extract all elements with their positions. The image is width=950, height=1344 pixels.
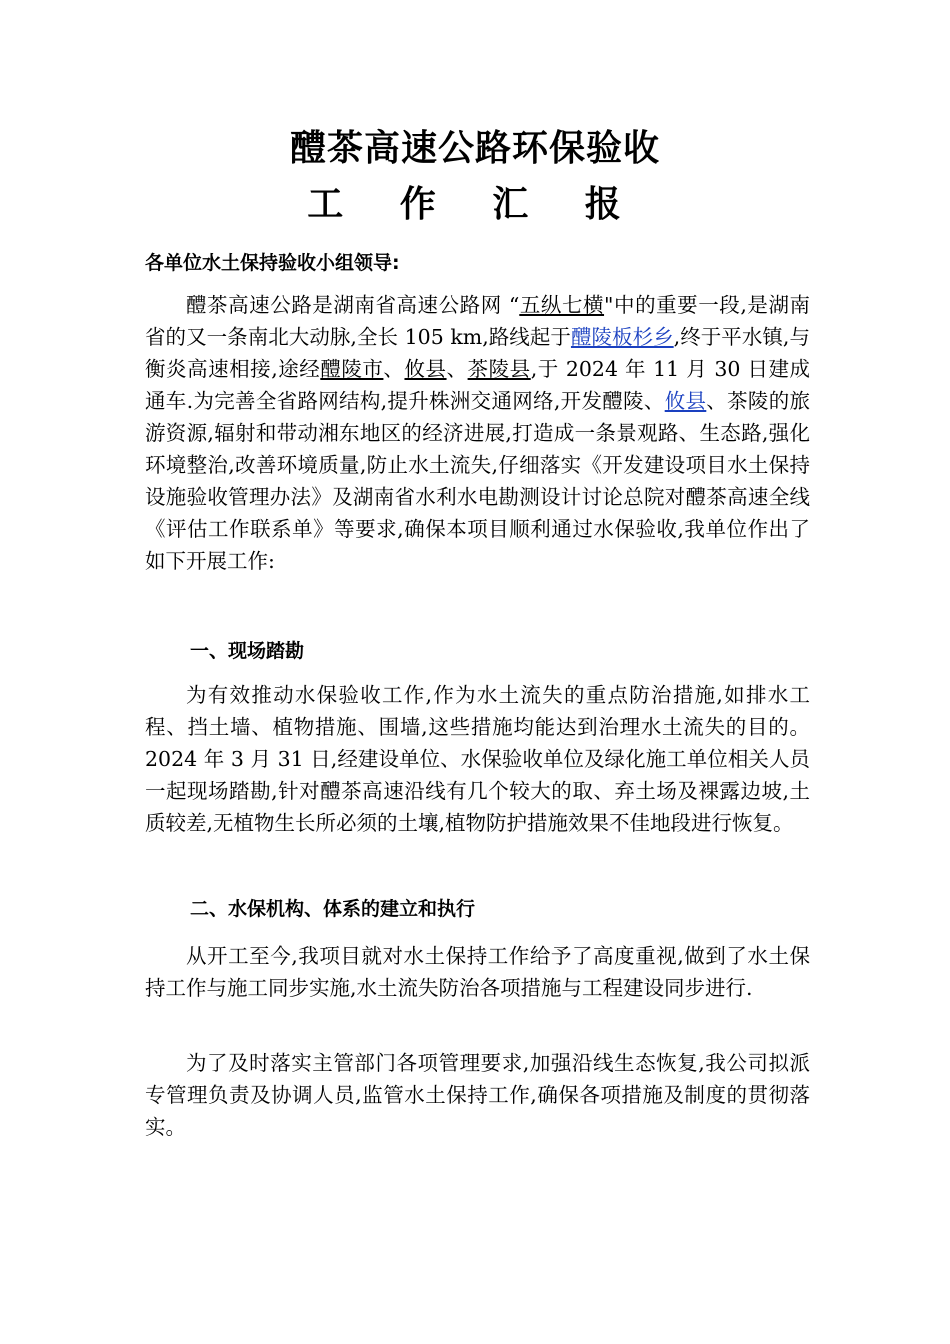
text-run: 、 — [383, 357, 405, 381]
link-liling-banshan[interactable]: 醴陵板杉乡 — [570, 325, 674, 349]
underlined-term-chaling: 茶陵县 — [467, 357, 531, 381]
section-heading-organization: 二、水保机构、体系的建立和执行 — [190, 898, 476, 920]
section-heading-site-survey: 一、现场踏勘 — [190, 640, 305, 662]
underlined-term-liling-city: 醴陵市 — [320, 357, 384, 381]
organization-paragraph-2: 为了及时落实主管部门各项管理要求,加强沿线生态恢复,我公司拟派专管理负责及协调人员,监管水土保持工作,确保各项措施及制度的贯彻落实。 — [145, 1051, 810, 1139]
text-run: ,终于平水镇,与衡炎高速相接,途经 — [145, 325, 810, 381]
text-run: 、 — [446, 357, 468, 381]
document-title: 醴茶高速公路环保验收 — [289, 128, 660, 169]
organization-paragraph-1: 从开工至今,我项目就对水土保持工作给予了高度重视,做到了水土保持工作与施工同步实施,水土流失防治各项措施与工程建设同步进行. — [145, 944, 810, 1000]
text-run: ,于 2024 年 11 月 30 日建成通车.为完善全省路网结构,提升株洲交通网络,开发醴陵、 — [145, 357, 811, 413]
salutation: 各单位水土保持验收小组领导: — [145, 252, 400, 274]
document-subtitle: 工 作 汇 报 — [307, 184, 643, 225]
underlined-term-youxian: 攸县 — [404, 357, 447, 381]
intro-paragraph — [145, 289, 810, 577]
site-survey-paragraph: 为有效推动水保验收工作,作为水土流失的重点防治措施,如排水工程、挡土墙、植物措施、围墙,这些措施均能达到治理水土流失的目的。2024 年 3 月 31 日,经建设单位、水保验收单位及绿化施工单位相关人员一起现场踏勘,针对醴茶高速沿线有几个较大的取、弃土场及裸露边坡,土质较差,无植物生长所必须的土壤,植物防护措施效果不佳地段进行恢复。 — [145, 683, 810, 835]
underlined-term-wuzong-qiheng: 五纵七横 — [519, 293, 605, 317]
text-run: 醴茶高速公路是湖南省高速公路网 “ — [186, 293, 520, 317]
link-youxian[interactable]: 攸县 — [664, 389, 707, 413]
text-run: "中的重要一段,是湖南省的又一条南北大动脉,全长 105 km,路线起于 — [145, 293, 810, 349]
text-run: 、茶陵的旅游资源,辐射和带动湘东地区的经济进展,打造成一条景观路、生态路,强化环境整治,改善环境质量,防止水土流失,仔细落实《开发建设项目水土保持设施验收管理办法》及湖南省水利水电勘测设计讨论总院对醴茶高速全线《评估工作联系单》等要求,确保本项目顺利通过水保验收,我单位作出了如下开展工作: — [145, 389, 811, 573]
